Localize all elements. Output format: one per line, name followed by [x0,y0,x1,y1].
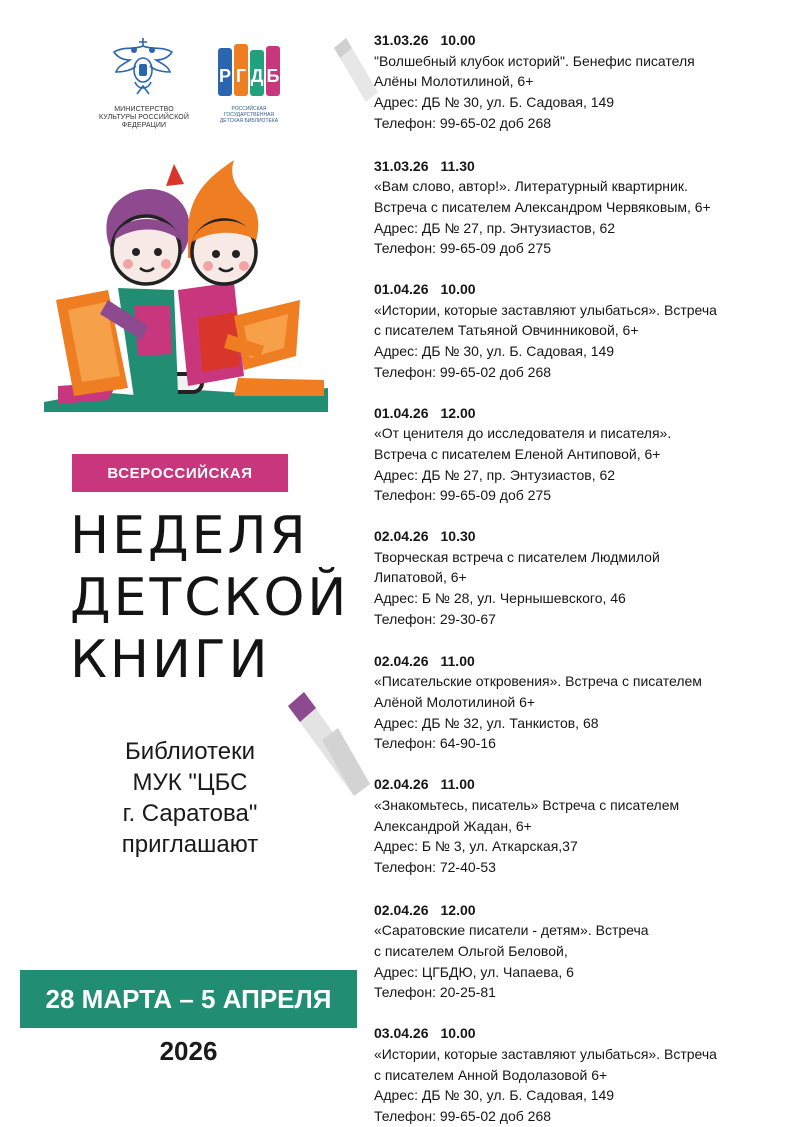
event-datetime [374,651,784,672]
event-datetime [374,1023,784,1044]
event-phone: Телефон: 99-65-09 доб 275 [374,240,552,257]
event-phone: Телефон: 64-90-16 [374,735,496,752]
event-datetime [374,900,784,921]
event-address: Адрес: ДБ № 27, пр. Энтузиастов, 62 [374,219,616,236]
event-item [374,774,784,878]
event-address: Адрес: ДБ № 30, ул. Б. Садовая, 149 [374,94,615,111]
event-date: 02.04.26 [374,652,429,669]
event-item [374,651,784,755]
event-description: «Истории, которые заставляют улыбаться». Встреча [374,1045,717,1062]
invitation-text [60,736,320,860]
event-date: 31.03.26 [374,32,429,48]
event-description: «Писательские откровения». Встреча с писателем [374,673,702,690]
all-russian-badge: ВСЕРОССИЙСКАЯ [72,454,288,492]
svg-text:Г: Г [235,66,247,86]
svg-text:Б: Б [266,66,280,86]
year-label: 2026 [159,1036,218,1066]
invite-line-4: приглашают [121,831,259,858]
event-date: 02.04.26 [374,901,429,918]
event-description: «Саратовские писатели - детям». Встреча [374,922,649,939]
event-date: 02.04.26 [374,528,429,545]
event-description: с писателем Татьяной Овчинниковой, 6+ [374,322,639,339]
event-time: 10.00 [440,32,476,48]
invite-line-1: Библиотеки [124,738,256,765]
event-description: с писателем Анной Водолазовой 6+ [374,1066,608,1083]
rgdb-letters-icon [216,40,282,106]
event-description: «Истории, которые заставляют улыбаться». Встреча [374,301,717,318]
event-item [374,279,784,383]
event-datetime [374,403,784,424]
event-date: 01.04.26 [374,281,429,298]
dates-banner: 28 МАРТА – 5 АПРЕЛЯ [20,970,357,1028]
ministry-logo [98,36,189,129]
event-phone: Телефон: 99-65-02 доб 268 [374,363,552,380]
rgdb-subtitle: РОССИЙСКАЯ ГОСУДАРСТВЕННАЯ ДЕТСКАЯ БИБЛИОТЕКА [219,106,279,124]
event-description: Встреча с писателем Еленой Антиповой, 6+ [374,445,661,462]
svg-text:Д: Д [250,66,264,86]
event-phone: Телефон: 99-65-02 доб 268 [374,1107,552,1124]
event-datetime [374,156,784,177]
event-description: «Вам слово, автор!». Литературный квартирник. [374,178,688,195]
event-item [374,403,784,507]
event-time: 10.30 [440,528,476,545]
event-item [374,156,784,260]
week-title [70,505,370,691]
event-item [374,900,784,1004]
event-description: Встреча с писателем Александром Червяковым, 6+ [374,198,711,215]
event-description: Липатовой, 6+ [374,569,467,586]
event-time: 12.00 [440,901,476,918]
reading-children-illustration [38,150,338,425]
event-phone: Телефон: 72-40-53 [374,858,496,875]
event-address: Адрес: ДБ № 30, ул. Б. Садовая, 149 [374,1087,615,1104]
event-phone: Телефон: 29-30-67 [374,610,496,627]
event-item [374,1023,784,1127]
event-description: Алёны Молотилиной, 6+ [374,73,534,90]
event-description: Алёной Молотилиной 6+ [374,693,536,710]
title-line-3: КНИГИ [70,630,271,690]
eagle-emblem-icon [104,36,182,102]
event-datetime [374,30,784,51]
event-item [374,526,784,630]
event-datetime [374,774,784,795]
event-time: 11.00 [440,652,475,669]
event-address: Адрес: ДБ № 32, ул. Танкистов, 68 [374,714,599,731]
event-address: Адрес: ДБ № 27, пр. Энтузиастов, 62 [374,466,616,483]
event-time: 10.00 [440,1025,476,1042]
event-phone: Телефон: 20-25-81 [374,984,496,1001]
event-address: Адрес: ДБ № 30, ул. Б. Садовая, 149 [374,343,615,360]
event-description: "Волшебный клубок историй". Бенефис писателя [374,52,695,69]
invite-line-3: г. Саратова" [122,800,258,827]
event-phone: Телефон: 99-65-09 доб 275 [374,487,552,504]
ministry-text: МИНИСТЕРСТВО КУЛЬТУРЫ РОССИЙСКОЙ ФЕДЕРАЦИИ [99,106,189,129]
event-item [374,30,784,134]
event-date: 01.04.26 [374,404,429,421]
event-datetime [374,279,784,300]
children-reading-icon [38,150,338,425]
event-date: 03.04.26 [374,1025,429,1042]
event-time: 11.30 [440,157,475,174]
event-datetime [374,526,784,547]
logos-area [98,36,298,129]
event-description: «Знакомьтесь, писатель» Встреча с писателем [374,796,680,813]
event-description: Творческая встреча с писателем Людмилой [374,548,660,565]
event-address: Адрес: Б № 28, ул. Чернышевского, 46 [374,590,626,607]
event-address: Адрес: Б № 3, ул. Аткарская,37 [374,838,578,855]
event-description: с писателем Ольгой Беловой, [374,943,568,960]
svg-text:Р: Р [218,66,232,86]
event-time: 10.00 [440,281,476,298]
event-date: 31.03.26 [374,157,429,174]
event-date: 02.04.26 [374,776,429,793]
event-description: Александрой Жадан, 6+ [374,817,532,834]
event-address: Адрес: ЦГБДЮ, ул. Чапаева, 6 [374,963,574,980]
event-time: 12.00 [440,404,476,421]
events-list [374,10,784,1127]
invite-line-2: МУК "ЦБС [132,769,248,796]
title-line-1: НЕДЕЛЯ [70,506,309,566]
event-description: «От ценителя до исследователя и писателя». [374,425,672,442]
title-line-2: ДЕТСКОЙ [70,568,350,628]
rgdb-logo [216,40,282,126]
event-time: 11.00 [440,776,475,793]
event-phone: Телефон: 99-65-02 доб 268 [374,114,552,131]
